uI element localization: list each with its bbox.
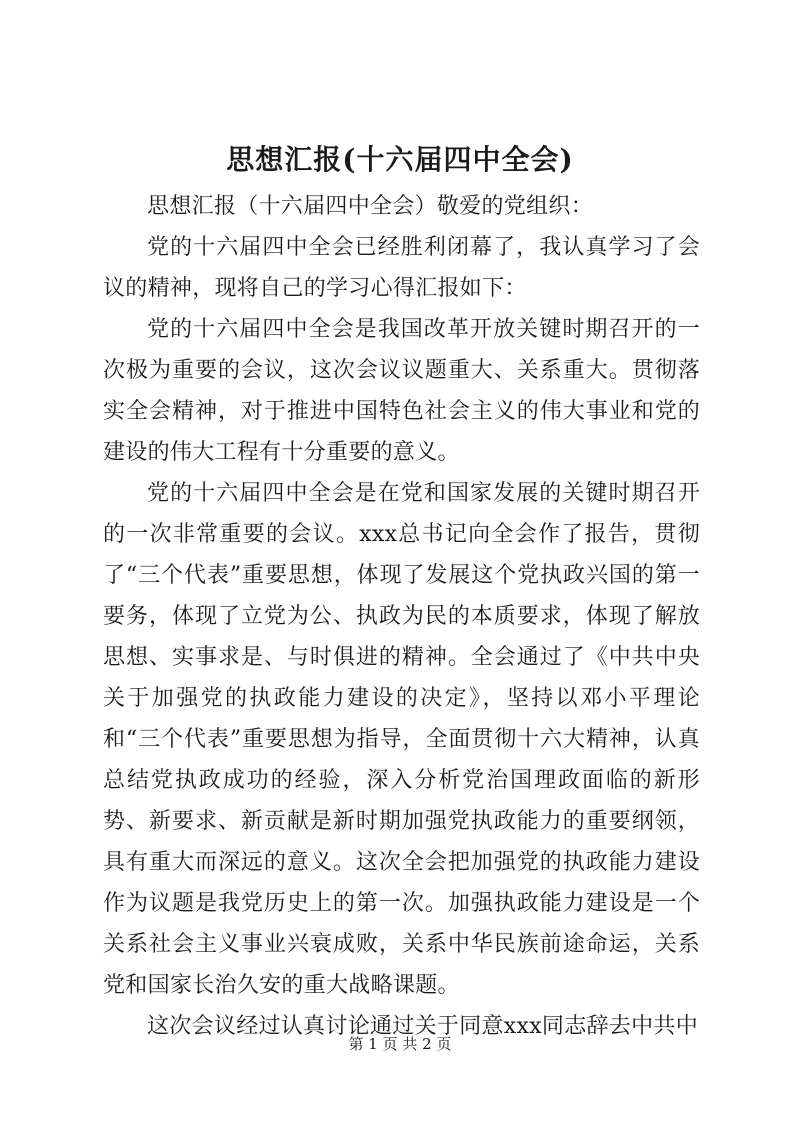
paragraph-intro: 党的十六届四中全会已经胜利闭幕了，我认真学习了会议的精神，现将自己的学习心得汇报如下： bbox=[103, 235, 700, 301]
paragraph-report: 党的十六届四中全会是在党和国家发展的关键时期召开的一次非常重要的会议。xxx总书记向全会作了报告，贯彻了“三个代表”重要思想，体现了发展这个党执政兴国的第一要务，体现了立党为公、执政为民的本质要求，体现了解放思想、实事求是、与时俱进的精神。全会通过了《中共中央关于加强党的执政能力建设的决定》，坚持以邓小平理论和“三个代表”重要思想为指导，全面贯彻十六大精神，认真总结党执政成功的经验，深入分析党治国理政面临的新形势、新要求、新贡献是新时期加强党执政能力的重要纲领，具有重大而深远的意义。这次全会把加强党的执政能力建设作为议题是我党历史上的第一次。加强执政能力建设是一个关系社会主义事业兴衰成败，关系中华民族前途命运，关系党和国家长治久安的重大战略课题。 bbox=[103, 481, 700, 998]
paragraph-significance: 党的十六届四中全会是我国改革开放关键时期召开的一次极为重要的会议，这次会议议题重大、关系重大。贯彻落实全会精神，对于推进中国特色社会主义的伟大事业和党的建设的伟大工程有十分重要的意义。 bbox=[103, 317, 700, 465]
paragraph-salutation: 思想汇报（十六届四中全会）敬爱的党组织： bbox=[147, 194, 594, 219]
document-body bbox=[103, 186, 700, 1047]
page-number-footer: 第 1 页 共 2 页 bbox=[348, 1035, 452, 1053]
paragraph-continuation: 这次会议经过认真讨论通过关于同意xxx同志辞去中共中 bbox=[147, 1014, 699, 1039]
document-title: 思想汇报(十六届四中全会) bbox=[226, 143, 574, 176]
